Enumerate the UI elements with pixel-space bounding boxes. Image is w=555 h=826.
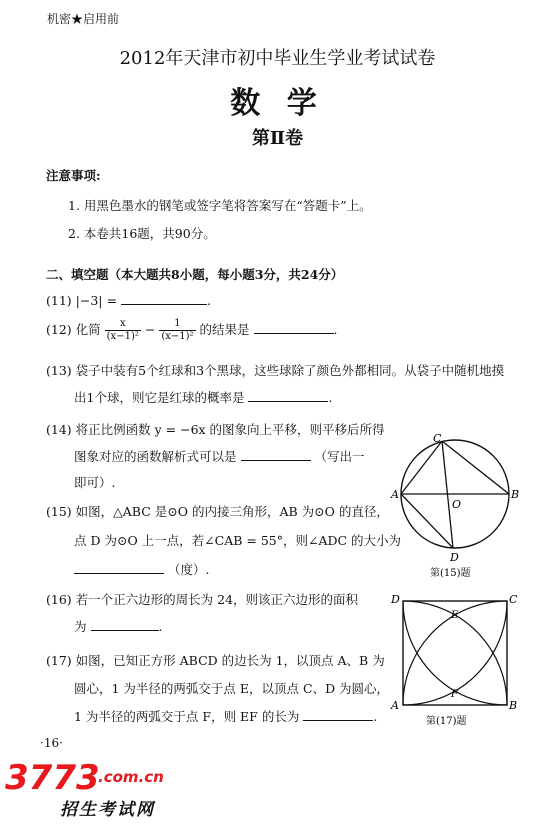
volume-title: 第Ⅱ卷 — [251, 128, 304, 149]
label-d: D — [391, 593, 400, 606]
figure-caption: 第(15)题 — [430, 568, 471, 579]
answer-blank — [254, 321, 334, 334]
question-text-post: 的结果是 — [199, 322, 250, 337]
question-text: 袋子中装有5个红球和3个黑球，这些球除了颜色外都相同。从袋子中随机地摸 — [75, 363, 505, 378]
question-number: (13) — [46, 363, 72, 378]
question-end: . — [328, 390, 333, 405]
question-17-line-2: 圆心，1 为半径的两弧交于点 E，以顶点 C、D 为圆心， — [74, 681, 390, 696]
question-12 — [46, 318, 337, 343]
question-text-post: （度）. — [167, 562, 210, 577]
label-c: C — [433, 432, 442, 445]
question-16 — [46, 590, 358, 608]
answer-blank — [241, 448, 311, 461]
exam-title: 2012年天津市初中毕业生学业考试试卷 — [119, 48, 436, 69]
label-d: D — [450, 551, 459, 564]
question-number: (12) — [46, 322, 72, 337]
question-13 — [46, 361, 504, 379]
label-a: A — [391, 488, 399, 501]
secret-label: 机密★启用前 — [47, 12, 120, 26]
answer-blank — [91, 618, 159, 631]
question-end: . — [373, 709, 378, 724]
question-15-line-2: 点 D 为⊙O 上一点，若∠CAB = 55°，则∠ADC 的大小为 — [74, 533, 402, 548]
question-text: 1 为半径的两弧交于点 F，则 EF 的长为 — [74, 709, 300, 724]
label-f: F — [451, 689, 458, 700]
question-number: (11) — [46, 293, 72, 308]
question-end: . — [206, 293, 211, 308]
question-number: (15) — [46, 504, 72, 519]
question-text: 为 — [74, 619, 87, 634]
question-text: 若一个正六边形的周长为 24，则该正六边形的面积 — [75, 592, 359, 607]
fraction-1: $\frac{x}{\text{(x−1)²}}$ — [106, 318, 139, 342]
segment-bc — [442, 441, 509, 494]
answer-blank — [303, 708, 373, 721]
label-b: B — [509, 699, 518, 712]
question-text: |−3| = — [75, 293, 117, 308]
page-number: ·16· — [40, 736, 63, 750]
watermark-slogan: 招生考试网 — [60, 800, 155, 820]
question-text: 图象对应的函数解析式可以是 — [74, 449, 237, 464]
label-c: C — [509, 593, 518, 606]
label-e: E — [451, 610, 459, 621]
note-item-1: 1. 用黑色墨水的钢笔或签字笔将答案写在“答题卡”上。 — [68, 198, 372, 213]
question-end: . — [333, 322, 338, 337]
question-text: 将正比例函数 y = −6x 的图象向上平移，则平移后所得 — [75, 422, 385, 437]
watermark-domain: .com.cn — [98, 768, 164, 786]
question-text: 化简 — [75, 322, 101, 337]
question-number: (17) — [46, 653, 72, 668]
question-17-line-3 — [74, 707, 377, 725]
question-11 — [46, 292, 211, 308]
fraction-2: $\frac{1}{\text{(x−1)²}}$ — [161, 318, 194, 342]
minus-sign: − — [144, 322, 156, 337]
watermark-brand: 3773 — [5, 758, 100, 798]
label-a: A — [391, 699, 399, 712]
question-17 — [46, 651, 385, 669]
question-14-line-3: 即可）. — [74, 475, 116, 490]
question-13-line-2 — [74, 388, 332, 406]
question-text: 出1个球，则它是红球的概率是 — [74, 390, 245, 405]
figure-17 — [390, 593, 520, 728]
question-text-post: （写出一 — [314, 449, 365, 464]
answer-blank — [74, 561, 164, 574]
question-14-line-2 — [74, 447, 365, 465]
question-number: (14) — [46, 422, 72, 437]
question-15-line-3 — [74, 560, 209, 578]
answer-blank — [121, 292, 207, 305]
question-number: (16) — [46, 592, 72, 607]
notes-heading: 注意事项: — [46, 168, 101, 183]
question-14 — [46, 420, 385, 438]
note-item-2: 2. 本卷共16题，共90分。 — [68, 226, 216, 241]
section-heading: 二、填空题（本大题共8小题，每小题3分，共24分） — [46, 267, 344, 282]
question-text: 如图，△ABC 是⊙O 的内接三角形，AB 为⊙O 的直径， — [75, 504, 389, 519]
answer-blank — [248, 389, 328, 402]
label-o: O — [452, 498, 462, 511]
question-16-line-2 — [74, 617, 162, 635]
figure-caption: 第(17)题 — [426, 716, 467, 727]
question-text: 如图，已知正方形 ABCD 的边长为 1，以顶点 A、B 为 — [75, 653, 385, 668]
question-15 — [46, 502, 389, 520]
label-b: B — [511, 488, 520, 501]
figure-15 — [390, 430, 520, 580]
question-end: . — [158, 619, 163, 634]
subject-title: 数 学 — [230, 86, 325, 121]
